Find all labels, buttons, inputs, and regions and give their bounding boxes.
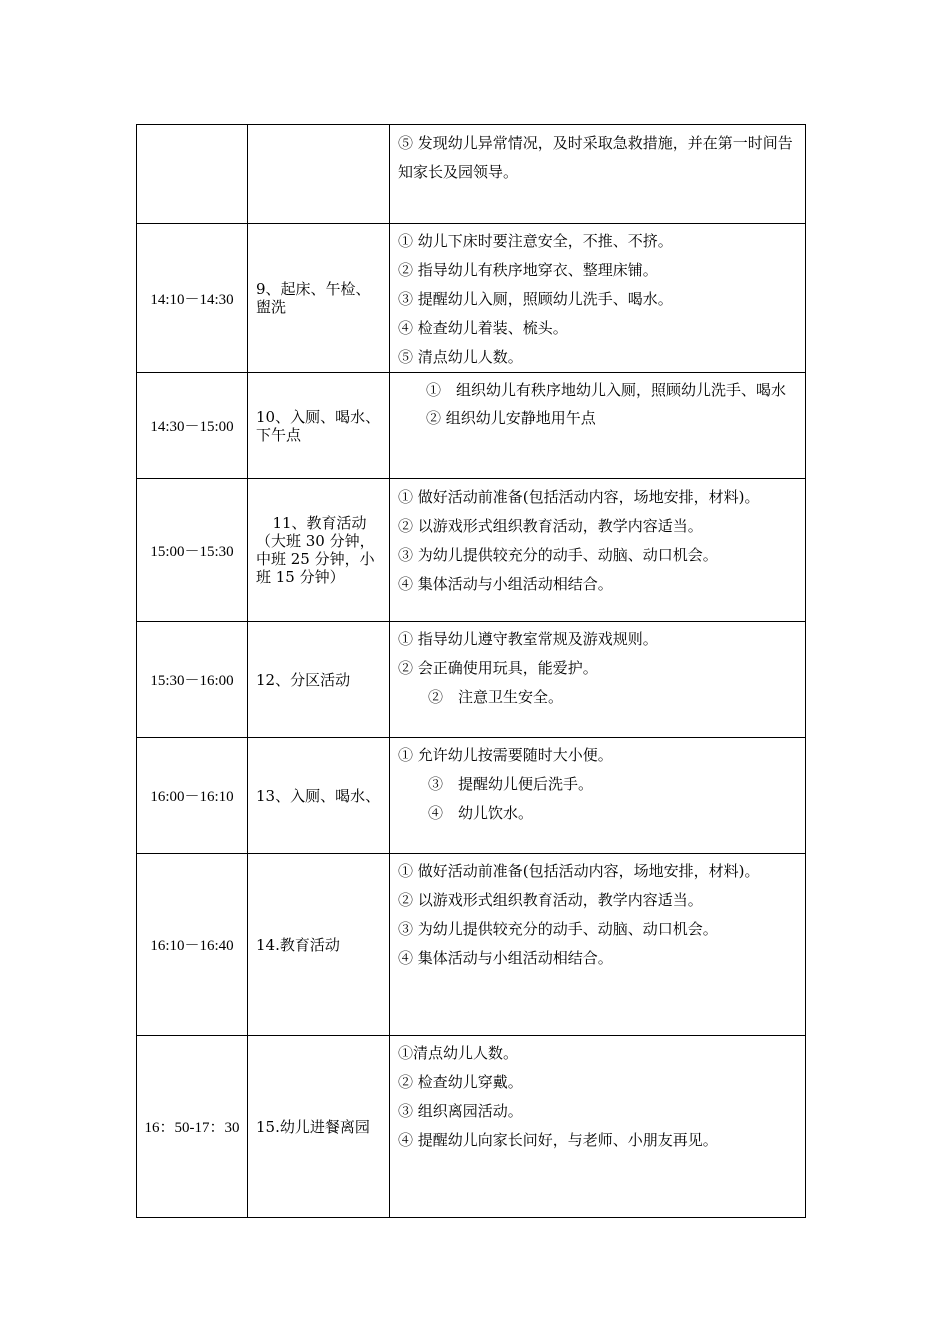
- table-row: [137, 1036, 806, 1218]
- requirement-item: ② 注意卫生安全。: [428, 688, 564, 706]
- activity-cell: [248, 479, 390, 622]
- requirement-item: ① 做好活动前准备(包括活动内容，场地安排，材料)。: [398, 862, 760, 880]
- requirement-item: ④ 幼儿饮水。: [428, 804, 534, 822]
- requirement-item: ③ 提醒幼儿入厕，照顾幼儿洗手、喝水。: [398, 290, 673, 308]
- requirement-item: ⑤ 发现幼儿异常情况，及时采取急救措施，并在第一时间告知家长及园领导。: [398, 134, 793, 181]
- requirement-item: ④ 提醒幼儿向家长问好，与老师、小朋友再见。: [398, 1131, 718, 1149]
- requirement-item: ④ 集体活动与小组活动相结合。: [398, 575, 613, 593]
- requirements-cell: [390, 1036, 806, 1218]
- activity-cell: 14.教育活动: [248, 854, 390, 1036]
- activity-cell: 9、起床、午检、盥洗: [248, 224, 390, 373]
- activity-cell: [248, 125, 390, 224]
- table-row: [137, 622, 806, 738]
- requirement-item: ① 组织幼儿有秩序地幼儿入厕，照顾幼儿洗手、喝水: [426, 381, 787, 399]
- time-cell: 16：50-17：30: [137, 1036, 248, 1218]
- requirement-item: ④ 检查幼儿着装、梳头。: [398, 319, 568, 337]
- table-row: [137, 854, 806, 1036]
- table-row: [137, 479, 806, 622]
- requirement-item: ① 做好活动前准备(包括活动内容，场地安排，材料)。: [398, 488, 760, 506]
- requirement-item: ② 以游戏形式组织教育活动，教学内容适当。: [398, 517, 703, 535]
- requirements-cell: [390, 622, 806, 738]
- requirement-item: ④ 集体活动与小组活动相结合。: [398, 949, 613, 967]
- activity-cell: 10、入厕、喝水、下午点: [248, 373, 390, 479]
- table-row: [137, 738, 806, 854]
- time-cell: 16:10－16:40: [137, 854, 248, 1036]
- activity-duration-note: （大班 30 分钟，中班 25 分钟，小班 15 分钟）: [256, 532, 375, 586]
- requirement-item: ② 会正确使用玩具，能爱护。: [398, 659, 598, 677]
- requirements-cell: [390, 479, 806, 622]
- requirement-item: ② 组织幼儿安静地用午点: [426, 409, 596, 427]
- activity-cell: 13、入厕、喝水、: [248, 738, 390, 854]
- requirement-item: ② 检查幼儿穿戴。: [398, 1073, 523, 1091]
- requirement-item: ① 幼儿下床时要注意安全，不推、不挤。: [398, 232, 673, 250]
- table-row: [137, 224, 806, 373]
- requirement-item: ① 允许幼儿按需要随时大小便。: [398, 746, 613, 764]
- requirements-cell: [390, 125, 806, 224]
- requirement-item: ③ 为幼儿提供较充分的动手、动脑、动口机会。: [398, 546, 718, 564]
- schedule-sheet: [136, 124, 805, 1218]
- table-row: [137, 373, 806, 479]
- requirements-cell: [390, 854, 806, 1036]
- requirement-item: ③ 组织离园活动。: [398, 1102, 523, 1120]
- table-row: [137, 125, 806, 224]
- requirement-item: ② 以游戏形式组织教育活动，教学内容适当。: [398, 891, 703, 909]
- activity-cell: 15.幼儿进餐离园: [248, 1036, 390, 1218]
- activity-title: 11、教育活动: [272, 514, 367, 532]
- time-cell: 15:00－15:30: [137, 479, 248, 622]
- time-cell: 16:00－16:10: [137, 738, 248, 854]
- schedule-table: [136, 124, 806, 1218]
- requirement-item: ①清点幼儿人数。: [398, 1044, 519, 1062]
- requirement-item: ② 指导幼儿有秩序地穿衣、整理床铺。: [398, 261, 658, 279]
- time-cell: 15:30－16:00: [137, 622, 248, 738]
- requirements-cell: [390, 738, 806, 854]
- time-cell: 14:10－14:30: [137, 224, 248, 373]
- time-cell: [137, 125, 248, 224]
- time-cell: 14:30－15:00: [137, 373, 248, 479]
- activity-cell: 12、分区活动: [248, 622, 390, 738]
- requirement-item: ③ 为幼儿提供较充分的动手、动脑、动口机会。: [398, 920, 718, 938]
- requirements-cell: [390, 224, 806, 373]
- requirements-cell: [390, 373, 806, 479]
- requirement-item: ① 指导幼儿遵守教室常规及游戏规则。: [398, 630, 658, 648]
- requirement-item: ③ 提醒幼儿便后洗手。: [428, 775, 594, 793]
- requirement-item: ⑤ 清点幼儿人数。: [398, 348, 523, 366]
